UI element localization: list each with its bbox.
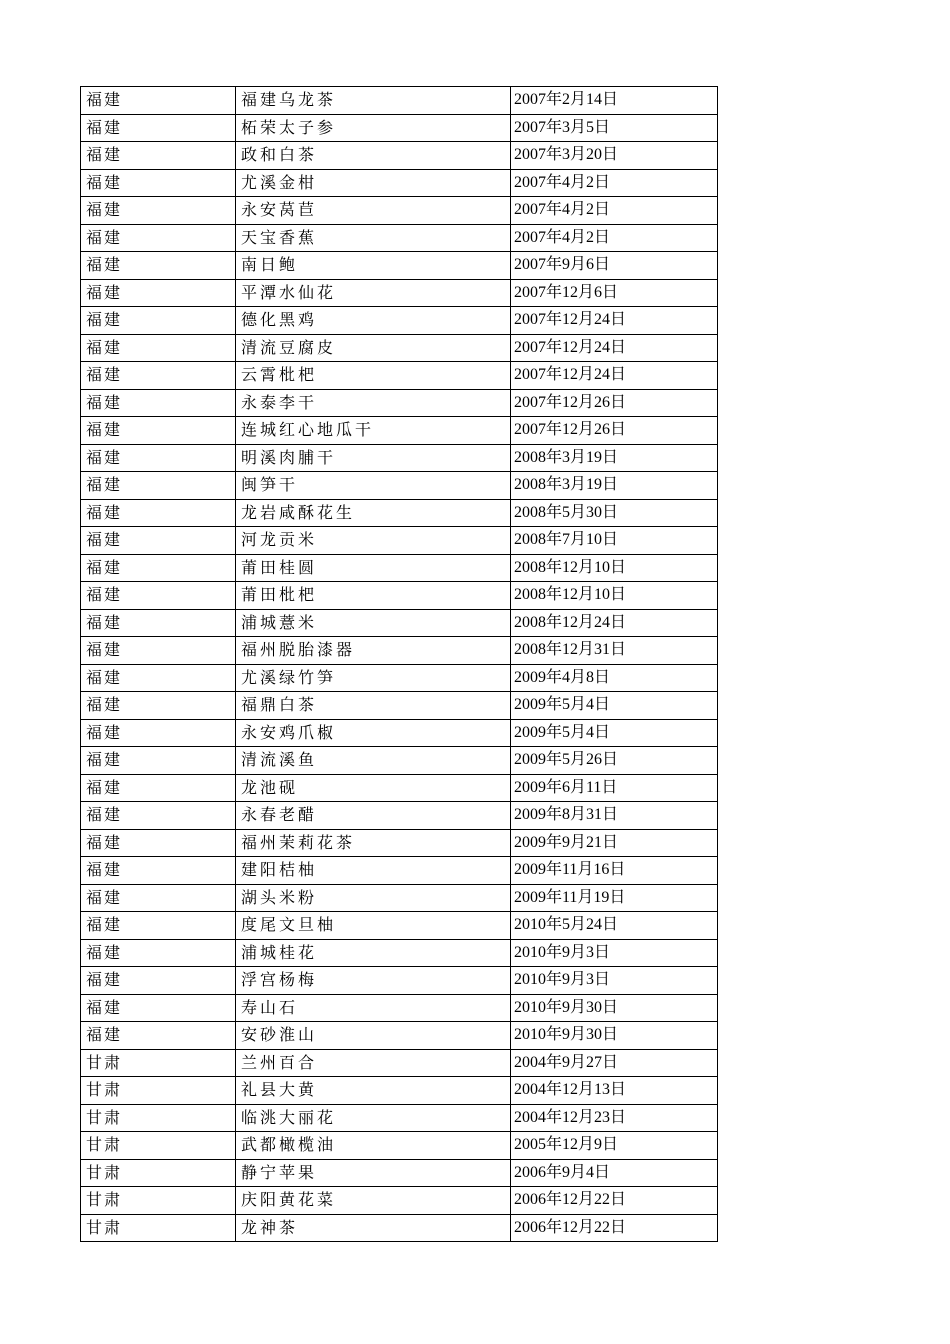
registration-date-cell: 2008年12月31日 bbox=[511, 637, 718, 665]
table-row bbox=[81, 719, 718, 747]
product-name-cell: 清流豆腐皮 bbox=[236, 334, 511, 362]
province-cell: 福建 bbox=[81, 609, 236, 637]
table-row bbox=[81, 884, 718, 912]
product-name-cell: 建阳桔柚 bbox=[236, 857, 511, 885]
product-name-cell: 福州脱胎漆器 bbox=[236, 637, 511, 665]
product-name-cell: 武都橄榄油 bbox=[236, 1132, 511, 1160]
province-cell: 福建 bbox=[81, 994, 236, 1022]
table-row bbox=[81, 499, 718, 527]
province-cell: 福建 bbox=[81, 1022, 236, 1050]
product-name-cell: 寿山石 bbox=[236, 994, 511, 1022]
product-name-cell: 临洮大丽花 bbox=[236, 1104, 511, 1132]
province-cell: 福建 bbox=[81, 884, 236, 912]
product-name-cell: 永春老醋 bbox=[236, 802, 511, 830]
province-cell: 福建 bbox=[81, 692, 236, 720]
product-name-cell: 平潭水仙花 bbox=[236, 279, 511, 307]
registration-date-cell: 2010年9月30日 bbox=[511, 994, 718, 1022]
product-name-cell: 清流溪鱼 bbox=[236, 747, 511, 775]
table-row bbox=[81, 142, 718, 170]
registration-date-cell: 2006年12月22日 bbox=[511, 1214, 718, 1242]
registration-date-cell: 2010年5月24日 bbox=[511, 912, 718, 940]
province-cell: 福建 bbox=[81, 334, 236, 362]
table-row bbox=[81, 444, 718, 472]
registration-date-cell: 2009年11月19日 bbox=[511, 884, 718, 912]
registration-date-cell: 2007年2月14日 bbox=[511, 87, 718, 115]
province-cell: 福建 bbox=[81, 747, 236, 775]
product-name-cell: 天宝香蕉 bbox=[236, 224, 511, 252]
product-name-cell: 永泰李干 bbox=[236, 389, 511, 417]
table-row bbox=[81, 1022, 718, 1050]
province-cell: 甘肃 bbox=[81, 1132, 236, 1160]
registration-date-cell: 2008年12月10日 bbox=[511, 582, 718, 610]
province-cell: 福建 bbox=[81, 527, 236, 555]
province-cell: 福建 bbox=[81, 802, 236, 830]
registration-date-cell: 2009年5月4日 bbox=[511, 719, 718, 747]
registration-date-cell: 2009年9月21日 bbox=[511, 829, 718, 857]
product-name-cell: 永安莴苣 bbox=[236, 197, 511, 225]
table-row bbox=[81, 197, 718, 225]
table-row bbox=[81, 582, 718, 610]
product-name-cell: 南日鲍 bbox=[236, 252, 511, 280]
registration-date-cell: 2005年12月9日 bbox=[511, 1132, 718, 1160]
table-row bbox=[81, 1159, 718, 1187]
registration-date-cell: 2007年4月2日 bbox=[511, 197, 718, 225]
registration-date-cell: 2007年3月5日 bbox=[511, 114, 718, 142]
product-name-cell: 尤溪金柑 bbox=[236, 169, 511, 197]
registration-date-cell: 2010年9月3日 bbox=[511, 967, 718, 995]
province-cell: 福建 bbox=[81, 389, 236, 417]
product-name-cell: 福建乌龙茶 bbox=[236, 87, 511, 115]
registration-date-cell: 2006年9月4日 bbox=[511, 1159, 718, 1187]
table-row bbox=[81, 609, 718, 637]
registration-date-cell: 2004年9月27日 bbox=[511, 1049, 718, 1077]
table-row bbox=[81, 912, 718, 940]
product-name-cell: 闽笋干 bbox=[236, 472, 511, 500]
registration-date-cell: 2008年12月24日 bbox=[511, 609, 718, 637]
province-cell: 福建 bbox=[81, 774, 236, 802]
table-row bbox=[81, 554, 718, 582]
registration-date-cell: 2004年12月23日 bbox=[511, 1104, 718, 1132]
table-row bbox=[81, 692, 718, 720]
table-row bbox=[81, 307, 718, 335]
product-name-cell: 龙神茶 bbox=[236, 1214, 511, 1242]
registration-date-cell: 2008年12月10日 bbox=[511, 554, 718, 582]
product-name-cell: 静宁苹果 bbox=[236, 1159, 511, 1187]
product-name-cell: 龙池砚 bbox=[236, 774, 511, 802]
table-row bbox=[81, 1214, 718, 1242]
province-cell: 福建 bbox=[81, 169, 236, 197]
province-cell: 甘肃 bbox=[81, 1077, 236, 1105]
province-cell: 福建 bbox=[81, 224, 236, 252]
product-name-cell: 浮宫杨梅 bbox=[236, 967, 511, 995]
registration-date-cell: 2010年9月30日 bbox=[511, 1022, 718, 1050]
product-name-cell: 德化黑鸡 bbox=[236, 307, 511, 335]
table-row bbox=[81, 252, 718, 280]
province-cell: 甘肃 bbox=[81, 1049, 236, 1077]
product-name-cell: 福州茉莉花茶 bbox=[236, 829, 511, 857]
province-cell: 福建 bbox=[81, 307, 236, 335]
table-row bbox=[81, 362, 718, 390]
product-name-cell: 庆阳黄花菜 bbox=[236, 1187, 511, 1215]
table-row bbox=[81, 939, 718, 967]
product-name-cell: 龙岩咸酥花生 bbox=[236, 499, 511, 527]
province-cell: 福建 bbox=[81, 444, 236, 472]
table-row bbox=[81, 279, 718, 307]
product-name-cell: 永安鸡爪椒 bbox=[236, 719, 511, 747]
table-row bbox=[81, 994, 718, 1022]
product-name-cell: 云霄枇杷 bbox=[236, 362, 511, 390]
registration-date-cell: 2009年4月8日 bbox=[511, 664, 718, 692]
province-cell: 福建 bbox=[81, 472, 236, 500]
registration-date-cell: 2007年4月2日 bbox=[511, 224, 718, 252]
province-cell: 福建 bbox=[81, 637, 236, 665]
registration-date-cell: 2009年5月26日 bbox=[511, 747, 718, 775]
province-cell: 福建 bbox=[81, 252, 236, 280]
province-cell: 福建 bbox=[81, 197, 236, 225]
province-cell: 福建 bbox=[81, 829, 236, 857]
province-cell: 福建 bbox=[81, 142, 236, 170]
province-cell: 福建 bbox=[81, 857, 236, 885]
province-cell: 福建 bbox=[81, 362, 236, 390]
table-body bbox=[81, 87, 718, 1242]
product-name-cell: 连城红心地瓜干 bbox=[236, 417, 511, 445]
province-cell: 甘肃 bbox=[81, 1104, 236, 1132]
province-cell: 福建 bbox=[81, 719, 236, 747]
registration-date-cell: 2007年12月6日 bbox=[511, 279, 718, 307]
province-cell: 福建 bbox=[81, 114, 236, 142]
table-row bbox=[81, 417, 718, 445]
registration-date-cell: 2007年4月2日 bbox=[511, 169, 718, 197]
province-cell: 福建 bbox=[81, 664, 236, 692]
table-row bbox=[81, 967, 718, 995]
registration-date-cell: 2009年8月31日 bbox=[511, 802, 718, 830]
registration-date-cell: 2006年12月22日 bbox=[511, 1187, 718, 1215]
province-cell: 福建 bbox=[81, 499, 236, 527]
registration-date-cell: 2007年12月24日 bbox=[511, 334, 718, 362]
table-row bbox=[81, 334, 718, 362]
province-cell: 福建 bbox=[81, 967, 236, 995]
table-row bbox=[81, 1132, 718, 1160]
registration-date-cell: 2009年6月11日 bbox=[511, 774, 718, 802]
province-cell: 福建 bbox=[81, 417, 236, 445]
table-row bbox=[81, 169, 718, 197]
registration-date-cell: 2004年12月13日 bbox=[511, 1077, 718, 1105]
table-row bbox=[81, 527, 718, 555]
province-cell: 福建 bbox=[81, 87, 236, 115]
registration-date-cell: 2008年7月10日 bbox=[511, 527, 718, 555]
table-row bbox=[81, 1077, 718, 1105]
product-name-cell: 柘荣太子参 bbox=[236, 114, 511, 142]
registration-date-cell: 2007年12月24日 bbox=[511, 362, 718, 390]
table-row bbox=[81, 802, 718, 830]
registration-date-cell: 2009年11月16日 bbox=[511, 857, 718, 885]
product-name-cell: 浦城桂花 bbox=[236, 939, 511, 967]
product-name-cell: 莆田桂圆 bbox=[236, 554, 511, 582]
province-cell: 福建 bbox=[81, 279, 236, 307]
table-row bbox=[81, 87, 718, 115]
registration-date-cell: 2008年3月19日 bbox=[511, 472, 718, 500]
product-name-cell: 政和白茶 bbox=[236, 142, 511, 170]
table-row bbox=[81, 637, 718, 665]
table-row bbox=[81, 747, 718, 775]
product-name-cell: 河龙贡米 bbox=[236, 527, 511, 555]
product-name-cell: 湖头米粉 bbox=[236, 884, 511, 912]
registration-date-cell: 2009年5月4日 bbox=[511, 692, 718, 720]
table-row bbox=[81, 389, 718, 417]
table-row bbox=[81, 114, 718, 142]
registration-date-cell: 2008年5月30日 bbox=[511, 499, 718, 527]
registration-date-cell: 2007年12月24日 bbox=[511, 307, 718, 335]
product-name-cell: 明溪肉脯干 bbox=[236, 444, 511, 472]
data-table bbox=[80, 86, 718, 1242]
table-row bbox=[81, 472, 718, 500]
product-name-cell: 福鼎白茶 bbox=[236, 692, 511, 720]
registration-date-cell: 2010年9月3日 bbox=[511, 939, 718, 967]
table-row bbox=[81, 829, 718, 857]
province-cell: 甘肃 bbox=[81, 1214, 236, 1242]
registration-date-cell: 2008年3月19日 bbox=[511, 444, 718, 472]
table-row bbox=[81, 1187, 718, 1215]
product-name-cell: 安砂淮山 bbox=[236, 1022, 511, 1050]
table-row bbox=[81, 224, 718, 252]
province-cell: 福建 bbox=[81, 554, 236, 582]
province-cell: 甘肃 bbox=[81, 1187, 236, 1215]
product-name-cell: 浦城薏米 bbox=[236, 609, 511, 637]
product-name-cell: 莆田枇杷 bbox=[236, 582, 511, 610]
registration-date-cell: 2007年3月20日 bbox=[511, 142, 718, 170]
registration-date-cell: 2007年12月26日 bbox=[511, 417, 718, 445]
registration-date-cell: 2007年9月6日 bbox=[511, 252, 718, 280]
province-cell: 福建 bbox=[81, 582, 236, 610]
table-row bbox=[81, 1104, 718, 1132]
province-cell: 甘肃 bbox=[81, 1159, 236, 1187]
table-row bbox=[81, 1049, 718, 1077]
registration-date-cell: 2007年12月26日 bbox=[511, 389, 718, 417]
product-name-cell: 礼县大黄 bbox=[236, 1077, 511, 1105]
province-cell: 福建 bbox=[81, 912, 236, 940]
table-row bbox=[81, 857, 718, 885]
product-name-cell: 兰州百合 bbox=[236, 1049, 511, 1077]
product-name-cell: 尤溪绿竹笋 bbox=[236, 664, 511, 692]
table-row bbox=[81, 774, 718, 802]
table-row bbox=[81, 664, 718, 692]
province-cell: 福建 bbox=[81, 939, 236, 967]
product-name-cell: 度尾文旦柚 bbox=[236, 912, 511, 940]
